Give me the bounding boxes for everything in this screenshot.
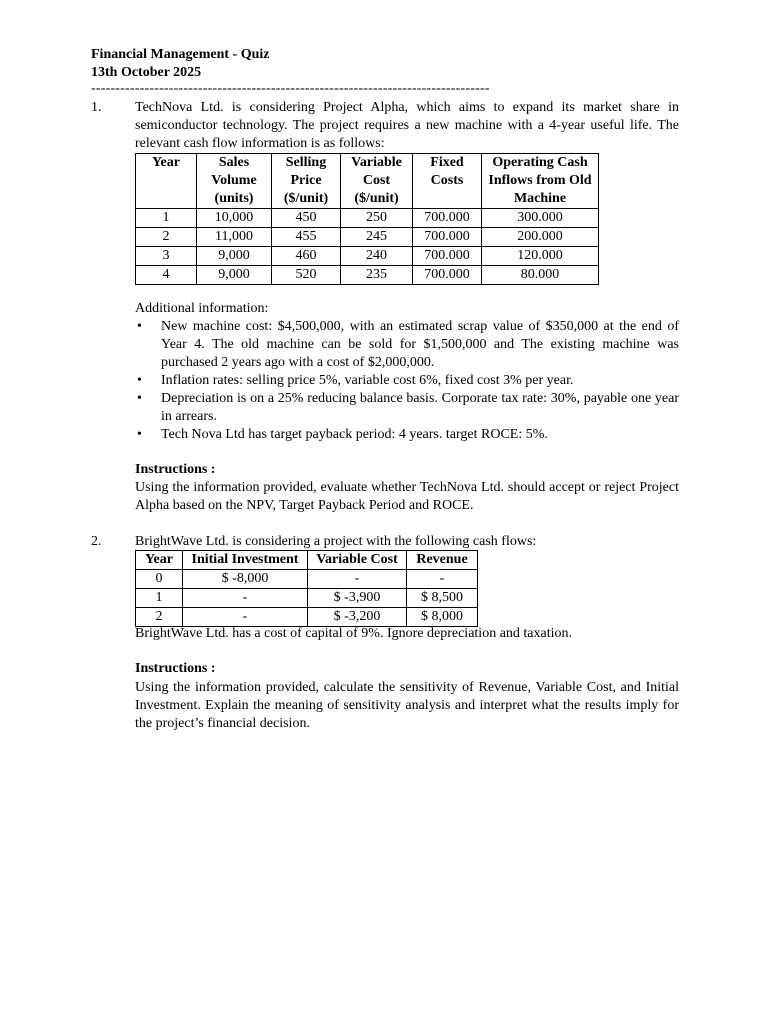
table-cell: 235 (341, 266, 413, 285)
bullet-icon: • (137, 319, 142, 334)
table-cell: 700.000 (413, 266, 482, 285)
table-cell: 80.000 (482, 266, 599, 285)
col-variable-cost: Variable Cost ($/unit) (341, 154, 413, 209)
table-cell: 455 (272, 228, 341, 247)
separator-rule: ---------------------------------------------------------------------------------- (91, 81, 490, 96)
col-old-machine-inflows: Operating Cash Inflows from Old Machine (482, 154, 599, 209)
table-cell: 700.000 (413, 247, 482, 266)
additional-info-label: Additional information: (135, 301, 269, 316)
list-item-text: Tech Nova Ltd has target payback period: 4 years. target ROCE: 5%. (161, 427, 548, 442)
list-item (135, 426, 679, 444)
table-cell: 520 (272, 266, 341, 285)
table-header-row (136, 154, 599, 209)
table-row (136, 608, 478, 627)
list-item (135, 372, 679, 390)
table-cell: 3 (136, 247, 197, 266)
cash-flow-table (135, 153, 599, 285)
col-revenue: Revenue (407, 551, 478, 570)
table-cell: 1 (136, 209, 197, 228)
question-2-instructions: Using the information provided, calculate the sensitivity of Revenue, Variable Cost, and Initial Investment. Explain the meaning of sensitivity analysis and interpret what the results imply for the project’s financial decision. (135, 680, 679, 731)
table-cell: 120.000 (482, 247, 599, 266)
list-item (135, 390, 679, 426)
table-cell: $ -8,000 (183, 570, 308, 589)
question-2-instructions-label: Instructions : (135, 661, 216, 676)
quiz-date: 13th October 2025 (91, 65, 202, 80)
table-cell: 245 (341, 228, 413, 247)
col-selling-price: Selling Price ($/unit) (272, 154, 341, 209)
table-cell: - (407, 570, 478, 589)
col-sales-volume: Sales Volume (units) (197, 154, 272, 209)
table-cell: 2 (136, 228, 197, 247)
question-2-intro: BrightWave Ltd. is considering a project with the following cash flows: (135, 534, 537, 549)
table-cell: - (308, 570, 407, 589)
table-row (136, 589, 478, 608)
table-cell: - (183, 608, 308, 627)
bullet-icon: • (137, 373, 142, 388)
question-1-number: 1. (91, 100, 102, 115)
col-initial-investment: Initial Investment (183, 551, 308, 570)
table-row (136, 266, 599, 285)
table-row (136, 570, 478, 589)
question-2-number: 2. (91, 534, 102, 549)
table-cell: 700.000 (413, 209, 482, 228)
table-cell: $ 8,500 (407, 589, 478, 608)
col-year: Year (136, 551, 183, 570)
table-cell: 4 (136, 266, 197, 285)
list-item-text: Depreciation is on a 25% reducing balance basis. Corporate tax rate: 30%, payable one year in arrears. (161, 391, 679, 424)
question-1-instructions: Using the information provided, evaluate whether TechNova Ltd. should accept or reject Project Alpha based on the NPV, Target Payback Period and ROCE. (135, 480, 679, 513)
table-cell: 9,000 (197, 247, 272, 266)
table-header-row (136, 551, 478, 570)
table-cell: - (183, 589, 308, 608)
table-cell: 200.000 (482, 228, 599, 247)
table-cell: $ 8,000 (407, 608, 478, 627)
table-cell: $ -3,200 (308, 608, 407, 627)
table-cell: 450 (272, 209, 341, 228)
brightwave-cash-flow-table (135, 550, 478, 627)
list-item-text: New machine cost: $4,500,000, with an estimated scrap value of $350,000 at the end of Year 4. The old machine can be sold for $1,500,000 and The existing machine was purchased 2 years ago with a cost of $2,000,000. (161, 319, 679, 370)
list-item (135, 318, 679, 372)
table-cell: 250 (341, 209, 413, 228)
table-cell: 240 (341, 247, 413, 266)
bullet-icon: • (137, 427, 142, 442)
table-row (136, 209, 599, 228)
table-cell: 700.000 (413, 228, 482, 247)
col-year: Year (136, 154, 197, 209)
table-row (136, 228, 599, 247)
question-1-intro: TechNova Ltd. is considering Project Alpha, which aims to expand its market share in semiconductor technology. The project requires a new machine with a 4-year useful life. The relevant cash flow information is as follows: (135, 100, 679, 151)
additional-info-list (135, 318, 679, 444)
table-cell: 1 (136, 589, 183, 608)
table-row (136, 247, 599, 266)
table-cell: 2 (136, 608, 183, 627)
table-cell: 10,000 (197, 209, 272, 228)
table-cell: 460 (272, 247, 341, 266)
table-cell: 0 (136, 570, 183, 589)
question-1-instructions-label: Instructions : (135, 462, 216, 477)
table-cell: 11,000 (197, 228, 272, 247)
col-variable-cost: Variable Cost (308, 551, 407, 570)
table-cell: $ -3,900 (308, 589, 407, 608)
quiz-title: Financial Management - Quiz (91, 47, 270, 62)
list-item-text: Inflation rates: selling price 5%, variable cost 6%, fixed cost 3% per year. (161, 373, 574, 388)
bullet-icon: • (137, 391, 142, 406)
table-cell: 300.000 (482, 209, 599, 228)
col-fixed-costs: Fixed Costs (413, 154, 482, 209)
question-2-note: BrightWave Ltd. has a cost of capital of 9%. Ignore depreciation and taxation. (135, 626, 573, 641)
table-cell: 9,000 (197, 266, 272, 285)
